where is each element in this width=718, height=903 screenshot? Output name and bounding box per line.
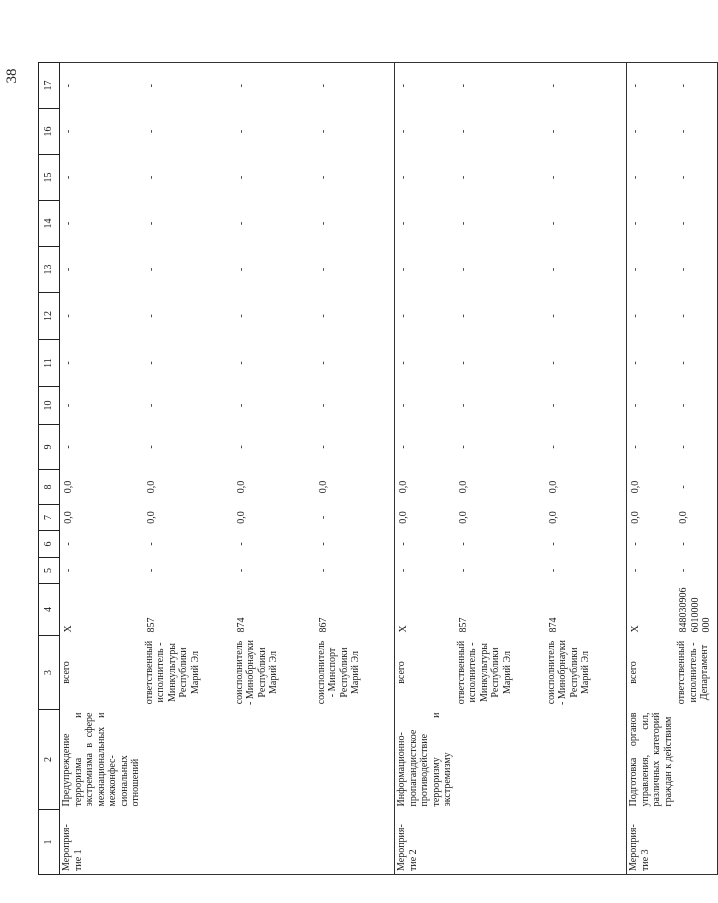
header-cell: 17 <box>39 63 60 109</box>
table-row <box>60 63 143 875</box>
value-cell: - <box>457 314 469 318</box>
executor-role: соисполнитель - Минобрнауки Республики Марий Эл <box>545 640 591 706</box>
value-cell: - <box>145 129 157 134</box>
header-cell: 5 <box>39 558 60 584</box>
value-cell: - <box>235 403 247 408</box>
header-cell: 10 <box>39 387 60 425</box>
value-cell: - <box>547 403 559 408</box>
value-cell: - <box>317 515 329 520</box>
budget-code: Х <box>395 584 455 636</box>
value-cell: - <box>455 63 545 109</box>
value-cell: - <box>395 387 455 425</box>
empty-cell <box>143 710 233 810</box>
value-cell: - <box>395 109 455 155</box>
value-cell: - <box>145 175 157 180</box>
value-cell: - <box>547 445 559 449</box>
executor-role: соисполнитель - Минспорт Республики Марий Эл <box>315 640 361 705</box>
table-row <box>143 63 233 875</box>
header-cell: 15 <box>39 155 60 201</box>
value-cell: - <box>675 293 717 340</box>
value-cell: - <box>395 155 455 201</box>
executor-role: ответственный исполнитель - Минкультуры Республики Марий Эл <box>143 640 201 705</box>
value-cell: - <box>60 201 143 247</box>
measure-name: Подготовка органов управления, сил, различных категорий граждан к действиям <box>627 710 676 810</box>
value-cell: 0,0 <box>395 505 455 531</box>
value-cell: - <box>627 293 676 340</box>
value-cell: - <box>395 247 455 293</box>
value-cell: 0,0 <box>457 480 469 494</box>
header-cell: 9 <box>39 425 60 470</box>
measure-name: Предупреждение терроризма и экстремизма в сфере межнациональных и межконфес-сиональных отношений <box>60 710 143 810</box>
value-cell: - <box>235 445 247 449</box>
value-cell: - <box>675 470 717 505</box>
value-cell: - <box>627 247 676 293</box>
value-cell: - <box>547 267 559 272</box>
empty-cell <box>545 710 627 810</box>
table-row <box>233 63 315 875</box>
value-cell: 0,0 <box>317 480 329 494</box>
budget-code: 857 <box>457 617 469 633</box>
value-cell: - <box>675 247 717 293</box>
executor-role: соисполнитель - Минобрнауки Республики Марий Эл <box>233 640 279 706</box>
header-cell: 3 <box>39 636 60 710</box>
empty-cell <box>315 810 395 875</box>
value-cell: - <box>317 175 329 180</box>
value-cell: - <box>235 267 247 272</box>
budget-code: Х <box>60 584 143 636</box>
value-cell: - <box>317 403 329 408</box>
value-cell: 0,0 <box>675 505 717 531</box>
table-row <box>315 63 395 875</box>
table-row <box>395 63 455 875</box>
value-cell: - <box>547 542 559 546</box>
header-cell: 6 <box>39 531 60 558</box>
value-cell: - <box>317 445 329 449</box>
executor-role: ответственный исполнитель - Минкультуры Республики Марий Эл <box>455 640 513 705</box>
table-row <box>627 63 676 875</box>
value-cell: - <box>675 155 717 201</box>
budget-code: 874 <box>547 617 559 633</box>
value-cell: 0,0 <box>457 511 469 524</box>
header-cell: 12 <box>39 293 60 340</box>
value-cell: - <box>627 109 676 155</box>
value-cell: 0,0 <box>235 480 247 494</box>
value-cell: - <box>60 155 143 201</box>
value-cell: - <box>145 445 157 449</box>
measure-title: Мероприя- тие 3 <box>627 810 676 875</box>
value-cell: - <box>547 314 559 318</box>
value-cell: - <box>317 314 329 318</box>
header-cell: 4 <box>39 584 60 636</box>
budget-code: 857 <box>145 617 157 633</box>
value-cell: - <box>675 531 717 558</box>
value-cell: - <box>145 314 157 318</box>
value-cell: 0,0 <box>60 470 143 505</box>
value-cell: 0,0 <box>395 470 455 505</box>
value-cell: - <box>457 403 469 408</box>
value-cell: - <box>145 542 157 546</box>
value-cell: - <box>457 445 469 449</box>
value-cell: - <box>547 221 559 226</box>
value-cell: - <box>145 361 157 365</box>
budget-code: 874 <box>235 617 247 633</box>
value-cell: 0,0 <box>547 511 559 524</box>
value-cell: - <box>60 247 143 293</box>
value-cell: 0,0 <box>235 511 247 524</box>
empty-cell <box>455 810 545 875</box>
empty-cell <box>143 810 233 875</box>
value-cell: - <box>547 361 559 365</box>
value-cell: - <box>675 425 717 470</box>
measure-name: Информационно-пропагандистское противодействие терроризму и экстремизму <box>395 710 455 810</box>
value-cell: - <box>675 201 717 247</box>
value-cell: - <box>627 387 676 425</box>
program-measures-table <box>38 62 718 875</box>
header-cell: 8 <box>39 470 60 505</box>
value-cell: - <box>395 531 455 558</box>
value-cell: - <box>317 221 329 226</box>
value-cell: - <box>143 63 233 109</box>
value-cell: - <box>145 403 157 408</box>
value-cell: - <box>547 129 559 134</box>
value-cell: - <box>235 175 247 180</box>
empty-cell <box>233 810 315 875</box>
measure-title: Мероприя- тие 2 <box>395 810 455 875</box>
table-row <box>545 63 627 875</box>
table-body <box>60 63 718 875</box>
header-cell: 16 <box>39 109 60 155</box>
value-cell: - <box>145 568 157 573</box>
value-cell: - <box>145 221 157 226</box>
budget-code: 848030906 6010000 000 <box>675 584 717 636</box>
value-cell: - <box>457 542 469 546</box>
value-cell: - <box>627 558 676 584</box>
value-cell: - <box>395 293 455 340</box>
table-row <box>675 63 717 875</box>
header-cell: 7 <box>39 505 60 531</box>
value-cell: - <box>317 361 329 365</box>
table-row <box>455 63 545 875</box>
value-cell: - <box>60 293 143 340</box>
value-cell: - <box>627 63 676 109</box>
executor-role: всего <box>627 636 676 710</box>
measure-title: Мероприя- тие 1 <box>60 810 143 875</box>
header-cell: 13 <box>39 247 60 293</box>
empty-cell <box>315 710 395 810</box>
executor-role: всего <box>60 636 143 710</box>
value-cell: - <box>60 63 143 109</box>
value-cell: - <box>317 542 329 546</box>
value-cell: - <box>627 340 676 387</box>
empty-cell <box>455 710 545 810</box>
value-cell: - <box>457 361 469 365</box>
value-cell: 0,0 <box>627 505 676 531</box>
value-cell: - <box>675 63 717 109</box>
value-cell: - <box>457 175 469 180</box>
value-cell: 0,0 <box>627 470 676 505</box>
value-cell: - <box>235 221 247 226</box>
header-cell: 2 <box>39 710 60 810</box>
value-cell: - <box>60 558 143 584</box>
value-cell: - <box>675 109 717 155</box>
value-cell: - <box>545 63 627 109</box>
empty-cell <box>545 810 627 875</box>
value-cell: - <box>235 361 247 365</box>
header-row <box>39 63 60 875</box>
value-cell: - <box>457 221 469 226</box>
budget-code: Х <box>627 584 676 636</box>
value-cell: - <box>675 387 717 425</box>
value-cell: - <box>675 558 717 584</box>
value-cell: - <box>60 340 143 387</box>
value-cell: - <box>235 542 247 546</box>
value-cell: - <box>547 568 559 573</box>
executor-role: ответственный исполнитель - Департамент <box>675 636 717 710</box>
value-cell: - <box>317 129 329 134</box>
value-cell: - <box>145 267 157 272</box>
value-cell: - <box>233 63 315 109</box>
value-cell: - <box>457 267 469 272</box>
value-cell: 0,0 <box>547 480 559 494</box>
value-cell: - <box>457 568 469 573</box>
value-cell: - <box>315 63 395 109</box>
budget-code: 867 <box>317 617 329 633</box>
value-cell: - <box>395 425 455 470</box>
value-cell: - <box>395 558 455 584</box>
value-cell: - <box>627 425 676 470</box>
value-cell: - <box>627 201 676 247</box>
value-cell: - <box>395 201 455 247</box>
empty-cell <box>675 710 717 810</box>
executor-role: всего <box>395 636 455 710</box>
page-number: 38 <box>4 68 20 84</box>
value-cell: 0,0 <box>60 505 143 531</box>
value-cell: - <box>627 155 676 201</box>
value-cell: - <box>547 175 559 180</box>
header-cell: 1 <box>39 810 60 875</box>
value-cell: - <box>60 531 143 558</box>
value-cell: - <box>675 340 717 387</box>
value-cell: 0,0 <box>145 511 157 524</box>
value-cell: - <box>395 63 455 109</box>
value-cell: - <box>235 314 247 318</box>
empty-cell <box>233 710 315 810</box>
value-cell: - <box>235 129 247 134</box>
value-cell: - <box>60 109 143 155</box>
value-cell: - <box>317 267 329 272</box>
empty-cell <box>675 810 717 875</box>
value-cell: - <box>395 340 455 387</box>
value-cell: 0,0 <box>145 480 157 494</box>
header-cell: 11 <box>39 340 60 387</box>
value-cell: - <box>457 129 469 134</box>
value-cell: - <box>627 531 676 558</box>
value-cell: - <box>60 425 143 470</box>
value-cell: - <box>317 568 329 573</box>
value-cell: - <box>235 568 247 573</box>
header-cell: 14 <box>39 201 60 247</box>
value-cell: - <box>60 387 143 425</box>
